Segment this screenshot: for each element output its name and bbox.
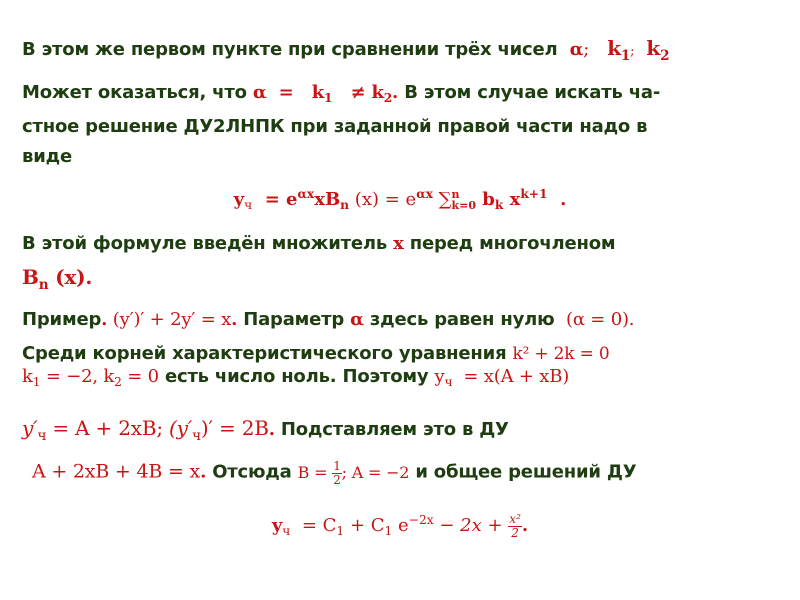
k2-symbol: $k_2$ bbox=[646, 36, 670, 64]
x-multiplier: x bbox=[393, 233, 404, 254]
not-equal-k2: ≠ $k_2$ bbox=[332, 82, 393, 106]
line-11: $y'_ч = A + 2xB$; $(y'_ч)' = 2B$. Подставляем это в ДУ bbox=[22, 416, 509, 444]
particular-solution-formula: $y_ч = e^{\alpha x}xB_n$ $(x) = e^{\alpha x}$ ∑ n k=0 $b_k$ $x^{k+1}$ . bbox=[233, 187, 567, 213]
example-equation: (y′)′ + 2y′ = x bbox=[107, 309, 232, 330]
line-2-text-a: Может оказаться, что bbox=[22, 82, 247, 103]
dot: . bbox=[392, 82, 399, 103]
line-3: стное решение ДУ2ЛНПК при заданной правой части надо в bbox=[22, 116, 648, 137]
line-1 bbox=[22, 36, 670, 64]
alpha-symbol: α bbox=[569, 39, 584, 60]
particular-form: $y_ч = x(A + xB)$ bbox=[434, 366, 570, 390]
line-1-text: В этом же первом пункте при сравнении трёх чисел bbox=[22, 39, 558, 60]
characteristic-equation: k² + 2k = 0 bbox=[512, 344, 610, 364]
line-9: Среди корней характеристического уравнения k² + 2k = 0 bbox=[22, 343, 610, 364]
coefficients: B = $\frac{1}{2}$ ; A = −2 bbox=[297, 459, 410, 487]
general-solution-formula: $y_ч = C_1 + C_1$ $e^{-2x} - 2x$ + $\frac{\text{x²}}{2}$ . bbox=[271, 512, 529, 540]
polynomial-Bn: $B_n$ (x). bbox=[22, 265, 93, 293]
line-4: виде bbox=[22, 146, 72, 167]
line-7 bbox=[22, 265, 93, 293]
roots: $k_1 = -2$, $k_2 = 0$ bbox=[22, 366, 159, 390]
line-2 bbox=[22, 82, 661, 106]
line-6: В этой формуле введён множитель x перед многочленом bbox=[22, 233, 616, 254]
line-2-text-b: В этом случае искать ча- bbox=[398, 82, 661, 103]
line-10: $k_1 = -2$, $k_2 = 0$ есть число ноль. Поэтому $y_ч = x(A + xB)$ bbox=[22, 366, 570, 390]
alpha-equals-k1: $\alpha = k_1$ bbox=[252, 82, 333, 106]
separator-2: ; bbox=[630, 44, 635, 59]
substituted-equation: A + 2xB + 4B = x bbox=[32, 460, 201, 483]
derivatives: $y'_ч = A + 2xB$; $(y'_ч)' = 2B$ bbox=[22, 416, 269, 444]
separator-1: ; bbox=[583, 39, 590, 60]
line-8: Пример. (y′)′ + 2y′ = x. Параметр α здесь равен нулю (α = 0). bbox=[22, 309, 635, 330]
line-12: A + 2xB + 4B = x. Отсюда B = $\frac{1}{2}$ ; A = −2 и общее решений ДУ bbox=[32, 459, 637, 487]
k1-symbol: $k_1$ bbox=[607, 36, 631, 64]
